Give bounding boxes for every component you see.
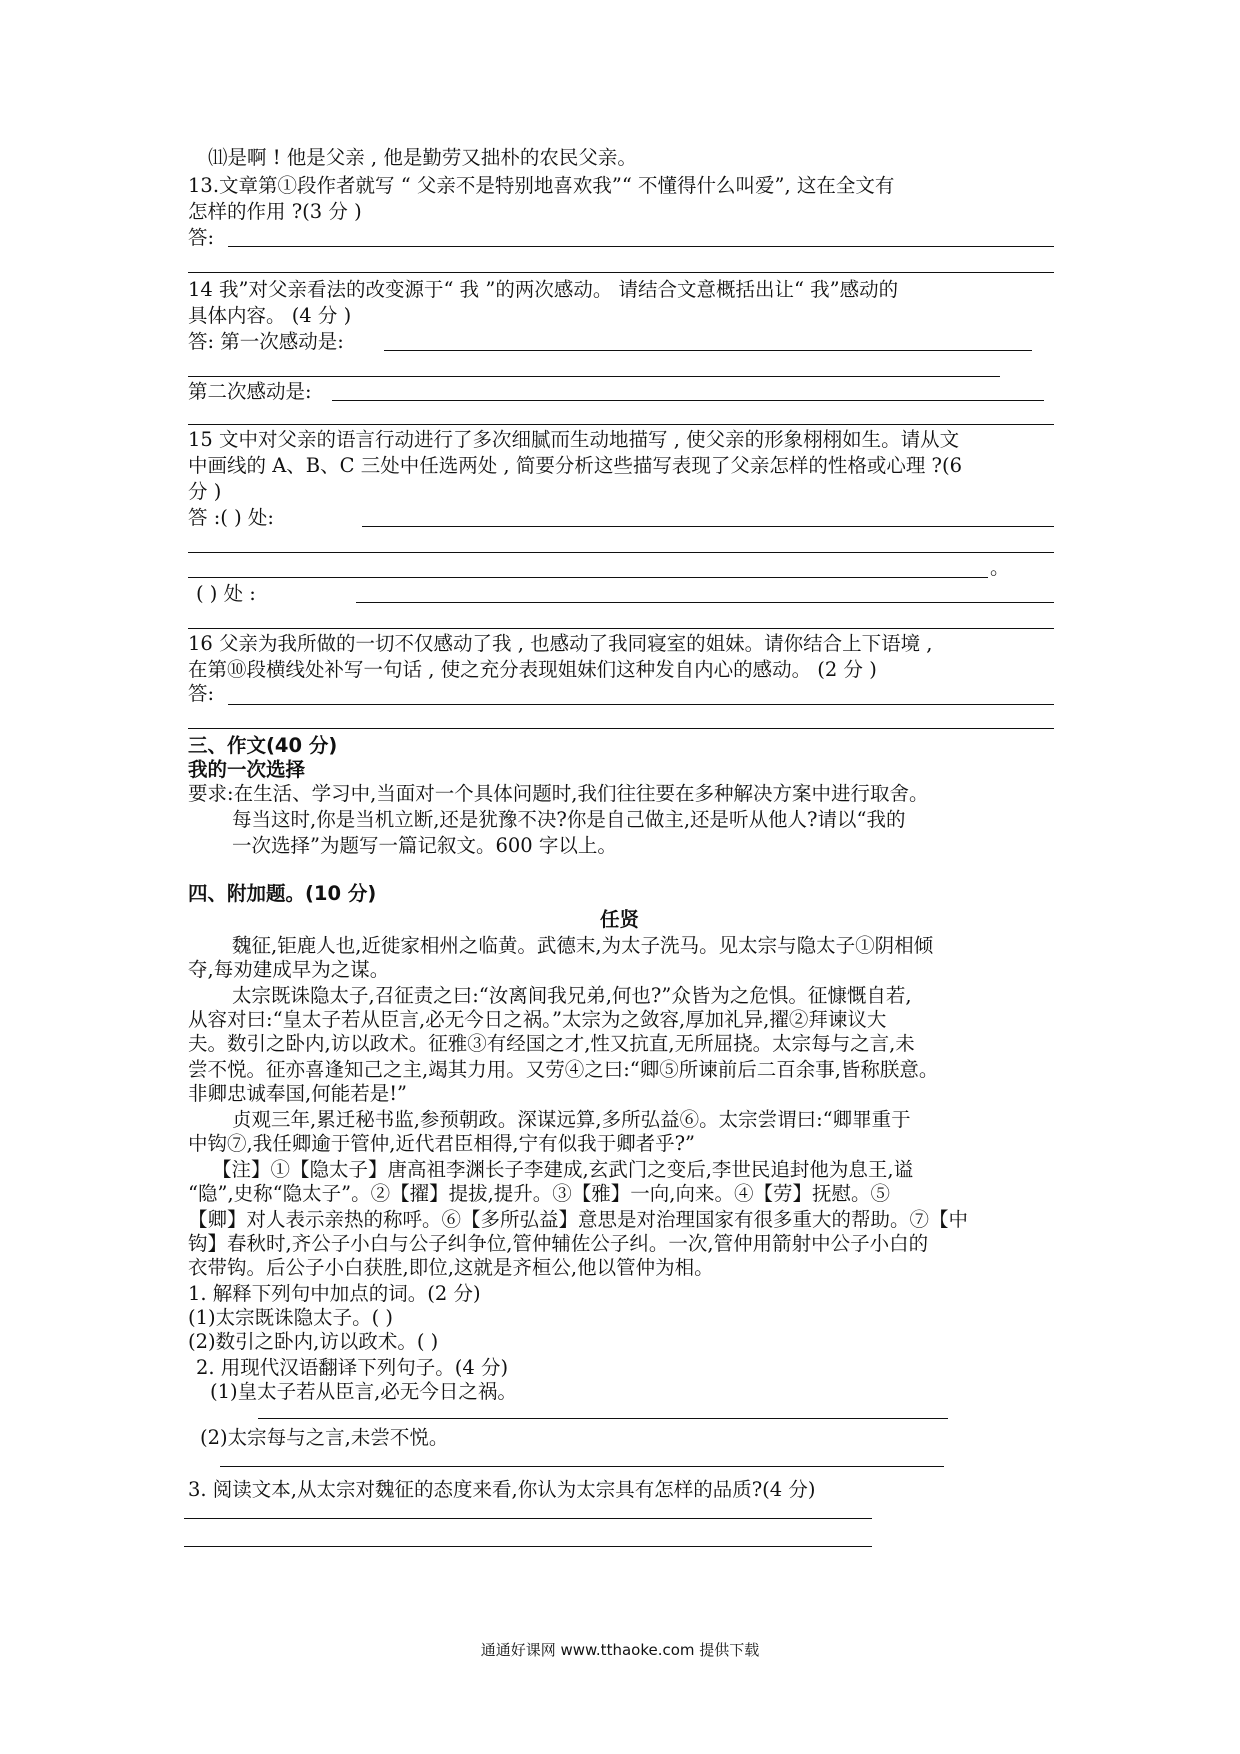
answer-line[interactable] — [188, 728, 1054, 729]
period-mark: 。 — [990, 556, 1010, 579]
question-13-text: 13.文章第①段作者就写 “ 父亲不是特别地喜欢我”“ 不懂得什么叫爱”, 这在全文有 — [188, 174, 895, 197]
question-13-text-cont: 怎样的作用 ?(3 分 ) — [188, 200, 362, 223]
subquestion-2-a: (1)皇太子若从臣言,必无今日之祸。 — [210, 1380, 517, 1403]
passage-line-11: ⑾是啊 ! 他是父亲 , 他是勤劳又拙朴的农民父亲。 — [208, 146, 637, 169]
passage-paragraph-3-cont: 中钩⑦,我任卿逾于管仲,近代君臣相得,宁有似我于卿者乎?” — [188, 1132, 696, 1155]
annotation-notes-cont: 钩】春秋时,齐公子小白与公子纠争位,管仲辅佐公子纠。一次,管仲用箭射中公子小白的 — [188, 1232, 929, 1255]
subquestion-2: 2. 用现代汉语翻译下列句子。(4 分) — [196, 1356, 509, 1379]
answer-line[interactable] — [188, 552, 1054, 553]
passage-paragraph-1: 魏征,钜鹿人也,近徙家相州之临黄。武德末,为太子洗马。见太宗与隐太子①阴相倾 — [232, 934, 934, 957]
answer-line[interactable] — [258, 1418, 948, 1419]
answer-line[interactable] — [332, 400, 1044, 401]
essay-requirement-cont2: 一次选择”为题写一篇记叙文。600 字以上。 — [232, 834, 617, 857]
answer-line[interactable] — [184, 1546, 872, 1547]
answer-label: 答: — [188, 682, 215, 705]
essay-requirement-cont: 每当这时,你是当机立断,还是犹豫不决?你是自己做主,还是听从他人?请以“我的 — [232, 808, 906, 831]
answer-line[interactable] — [188, 424, 1054, 425]
answer-line[interactable] — [228, 246, 1054, 247]
passage-paragraph-3: 贞观三年,累迁秘书监,参预朝政。深谋远算,多所弘益⑥。太宗尝谓曰:“卿罪重于 — [232, 1108, 911, 1131]
answer-label: 答: — [188, 226, 215, 249]
answer-line[interactable] — [184, 1518, 872, 1519]
answer-line[interactable] — [362, 526, 1054, 527]
annotation-notes: 【注】①【隐太子】唐高祖李渊长子李建成,玄武门之变后,李世民追封他为息王,谥 — [212, 1158, 914, 1181]
answer-label-choice: 答 :( ) 处: — [188, 506, 274, 529]
subquestion-1: 1. 解释下列句中加点的词。(2 分) — [188, 1282, 481, 1305]
subquestion-1-a: (1)太宗既诛隐太子。( ) — [188, 1306, 394, 1329]
answer-line[interactable] — [384, 350, 1032, 351]
answer-line[interactable] — [220, 1466, 944, 1467]
passage-paragraph-2-cont: 尝不悦。征亦喜逢知己之主,竭其力用。又劳④之曰:“卿⑤所谏前后二百余事,皆称朕意。 — [188, 1058, 939, 1081]
question-15-text: 15 文中对父亲的语言行动进行了多次细腻而生动地描写 , 使父亲的形象栩栩如生。请从文 — [188, 428, 960, 451]
question-15-text-cont: 中画线的 A、B、C 三处中任选两处 , 简要分析这些描写表现了父亲怎样的性格或心理 ?(6 — [188, 454, 962, 477]
answer-line[interactable] — [228, 704, 1054, 705]
subquestion-3: 3. 阅读文本,从太宗对魏征的态度来看,你认为太宗具有怎样的品质?(4 分) — [188, 1478, 816, 1501]
question-16-text-cont: 在第⑩段横线处补写一句话 , 使之充分表现姐妹们这种发自内心的感动。 (2 分 ) — [188, 658, 877, 681]
answer-label-choice-2: ( ) 处 : — [196, 582, 256, 605]
question-15-text-cont2: 分 ) — [188, 480, 222, 503]
answer-line[interactable] — [188, 577, 988, 578]
question-14-text: 14 我”对父亲看法的改变源于“ 我 ”的两次感动。 请结合文意概括出让“ 我”感动的 — [188, 278, 899, 301]
answer-line[interactable] — [188, 628, 1054, 629]
essay-title: 我的一次选择 — [188, 758, 306, 781]
annotation-notes-cont: “隐”,史称“隐太子”。②【擢】提拔,提升。③【雅】一向,向来。④【劳】抚慰。⑤ — [188, 1182, 890, 1205]
answer-line[interactable] — [188, 376, 1000, 377]
passage-paragraph-2-cont: 非卿忠诚奉国,何能若是!” — [188, 1082, 408, 1105]
passage-paragraph-2: 太宗既诛隐太子,召征责之曰:“汝离间我兄弟,何也?”众皆为之危惧。征慷慨自若, — [232, 984, 912, 1007]
footer-credit — [0, 1638, 1240, 1662]
section-4-heading: 四、附加题。(10 分) — [188, 882, 377, 905]
subquestion-2-b: (2)太宗每与之言,未尝不悦。 — [200, 1426, 449, 1449]
passage-paragraph-2-cont: 从容对曰:“皇太子若从臣言,必无今日之祸。”太宗为之敛容,厚加礼异,擢②拜谏议大 — [188, 1008, 887, 1031]
passage-title: 任贤 — [600, 908, 640, 931]
essay-requirement: 要求:在生活、学习中,当面对一个具体问题时,我们往往要在多种解决方案中进行取舍。 — [188, 782, 929, 805]
answer-line[interactable] — [356, 602, 1054, 603]
question-14-text-cont: 具体内容。 (4 分 ) — [188, 304, 352, 327]
annotation-notes-cont: 衣带钩。后公子小白获胜,即位,这就是齐桓公,他以管仲为相。 — [188, 1256, 714, 1279]
annotation-notes-cont: 【卿】对人表示亲热的称呼。⑥【多所弘益】意思是对治理国家有很多重大的帮助。⑦【中 — [188, 1208, 969, 1231]
subquestion-1-b: (2)数引之卧内,访以政术。( ) — [188, 1330, 439, 1353]
question-16-text: 16 父亲为我所做的一切不仅感动了我 , 也感动了我同寝室的姐妹。请你结合上下语境 , — [188, 632, 933, 655]
passage-paragraph-2-cont: 夫。数引之卧内,访以政术。征雅③有经国之才,性又抗直,无所屈挠。太宗每与之言,未 — [188, 1032, 915, 1055]
section-3-heading: 三、作文(40 分) — [188, 734, 338, 757]
answer-label-first: 答: 第一次感动是: — [188, 330, 344, 353]
passage-paragraph-1-cont: 夺,每劝建成早为之谋。 — [188, 958, 390, 981]
answer-label-second: 第二次感动是: — [188, 380, 312, 403]
footer-text: 通通好课网 www.tthaoke.com 提供下载 — [480, 1641, 760, 1659]
answer-line[interactable] — [188, 272, 1054, 273]
